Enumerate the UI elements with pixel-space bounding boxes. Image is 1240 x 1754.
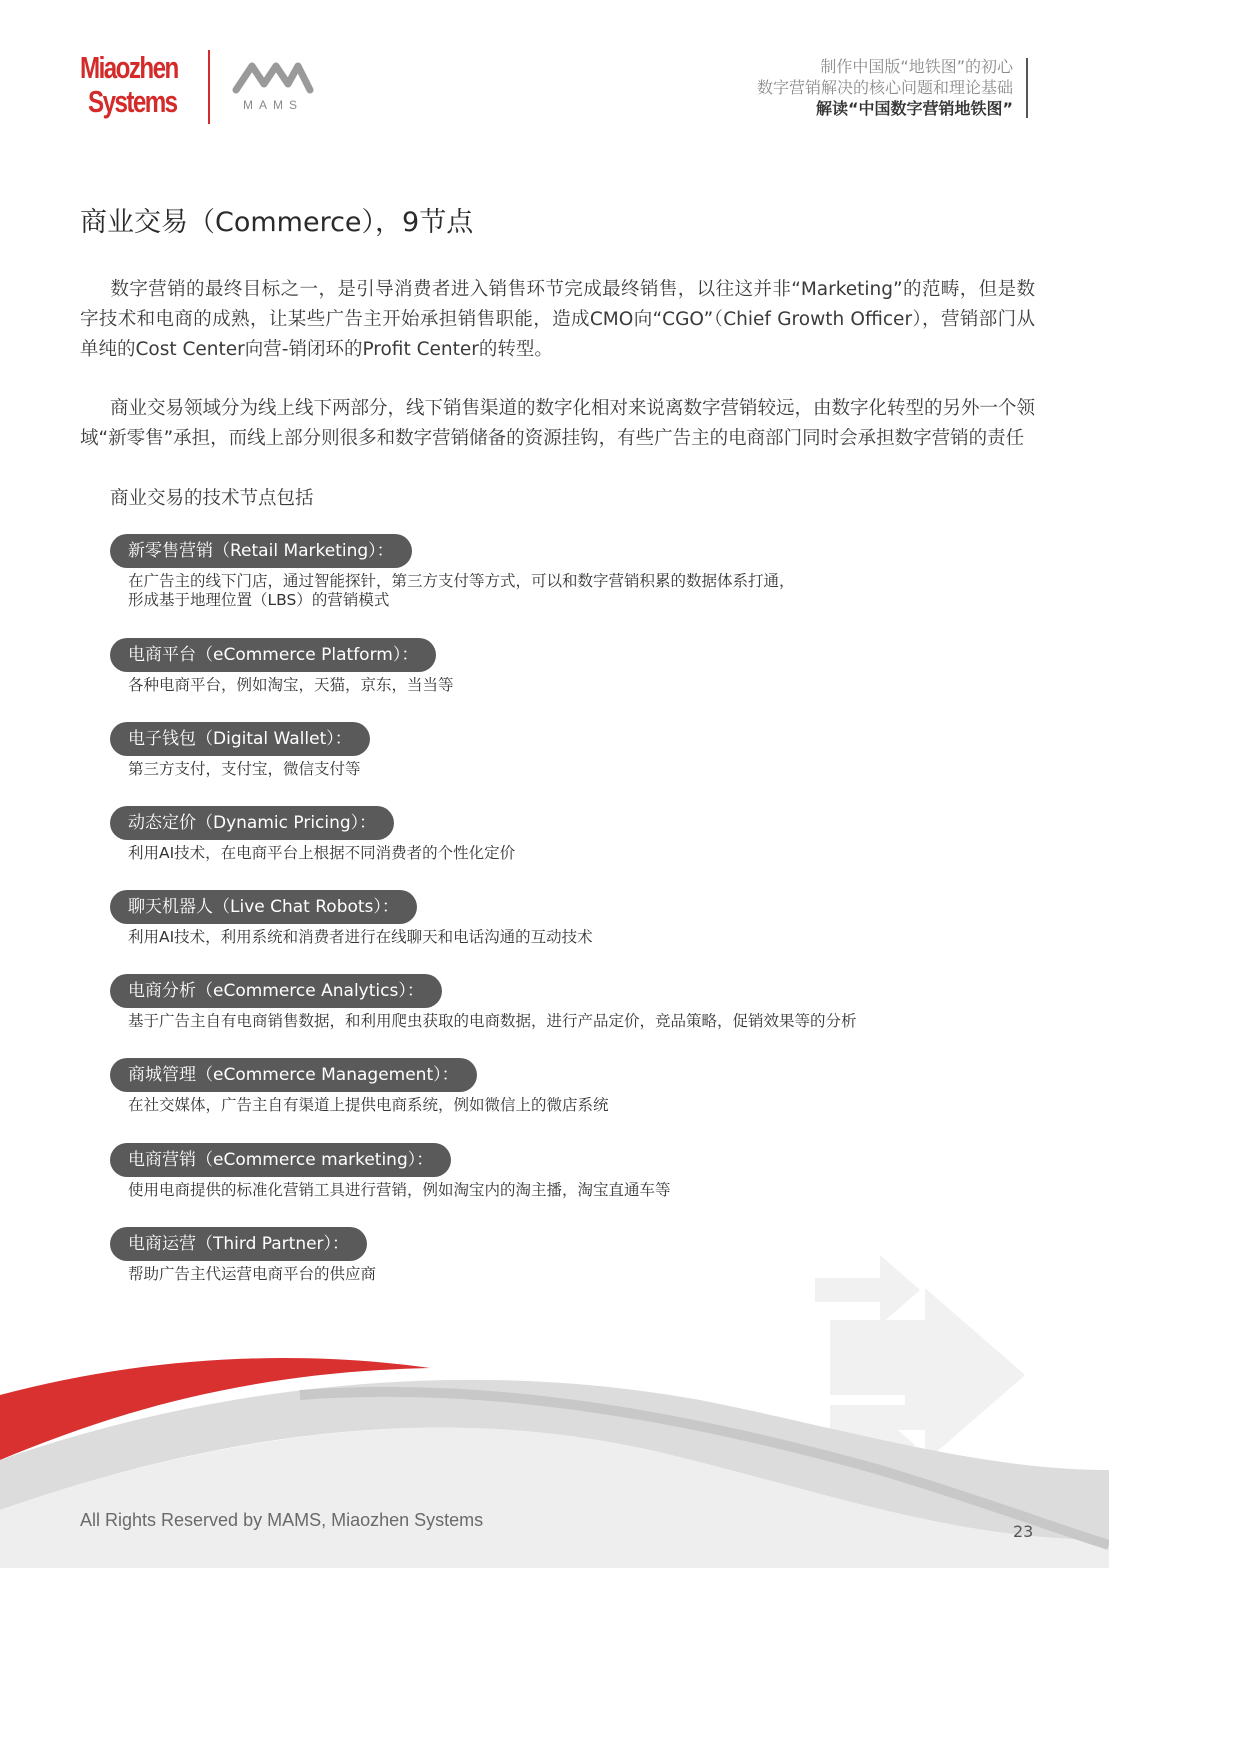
node-desc bbox=[128, 572, 795, 610]
footer-rights: All Rights Reserved by MAMS, Miaozhen Systems bbox=[80, 1510, 484, 1530]
page-title: 商业交易（Commerce），9节点 bbox=[80, 207, 474, 238]
node-label: 电商营销（eCommerce marketing）： bbox=[110, 1143, 451, 1177]
node-ecommerce-management bbox=[110, 1058, 609, 1115]
logo-line2: Systems bbox=[88, 84, 177, 119]
node-desc-line1: 在广告主的线下门店，通过智能探针，第三方支付等方式，可以和数字营销积累的数据体系打通， bbox=[128, 572, 795, 590]
node-label: 电商平台（eCommerce Platform）： bbox=[110, 638, 436, 672]
mams-label: MAMS bbox=[243, 98, 303, 112]
node-label: 商城管理（eCommerce Management）： bbox=[110, 1058, 477, 1092]
node-label: 新零售营销（Retail Marketing）： bbox=[110, 534, 412, 568]
node-third-partner bbox=[110, 1227, 376, 1284]
node-label: 动态定价（Dynamic Pricing）： bbox=[110, 806, 394, 840]
node-digital-wallet bbox=[110, 722, 370, 779]
node-desc: 帮助广告主代运营电商平台的供应商 bbox=[128, 1265, 377, 1283]
paragraph-3-text: 商业交易的技术节点包括 bbox=[110, 488, 314, 509]
header-line3: 解读“中国数字营销地铁图” bbox=[815, 99, 1013, 118]
logo-line1: Miaozhen bbox=[80, 50, 178, 85]
paragraph-intro bbox=[80, 275, 1035, 365]
paragraph-1-text: 数字营销的最终目标之一，是引导消费者进入销售环节完成最终销售，以往这并非“Marketing”的范畴，但是数字技术和电商的成熟，让某些广告主开始承担销售职能，造成CMO向“CGO”（Chief Growth Officer），营销部门从单纯的Cost Center向营-销闭环的Profit Center的转型。 bbox=[80, 279, 1035, 360]
logo-divider bbox=[208, 50, 210, 124]
node-desc: 使用电商提供的标准化营销工具进行营销，例如淘宝内的淘主播，淘宝直通车等 bbox=[128, 1181, 671, 1199]
node-desc-line2: 形成基于地理位置（LBS）的营销模式 bbox=[128, 591, 390, 609]
node-label: 聊天机器人（Live Chat Robots）： bbox=[110, 890, 417, 924]
node-desc: 第三方支付，支付宝，微信支付等 bbox=[128, 760, 361, 778]
paragraph-nodes-intro bbox=[80, 484, 1035, 514]
header-line1: 制作中国版“地铁图”的初心 bbox=[820, 57, 1013, 76]
node-desc: 各种电商平台，例如淘宝，天猫，京东，当当等 bbox=[128, 676, 454, 694]
node-desc: 基于广告主自有电商销售数据，和利用爬虫获取的电商数据，进行产品定价，竞品策略，促销效果等的分析 bbox=[128, 1012, 857, 1030]
page-number: 23 bbox=[1013, 1522, 1034, 1541]
node-ecommerce-analytics bbox=[110, 974, 857, 1031]
node-label: 电子钱包（Digital Wallet）： bbox=[110, 722, 370, 756]
miaozhen-logo bbox=[80, 48, 192, 128]
node-ecommerce-marketing bbox=[110, 1143, 671, 1200]
node-live-chat-robots bbox=[110, 890, 593, 947]
node-desc: 在社交媒体，广告主自有渠道上提供电商系统，例如微信上的微店系统 bbox=[128, 1096, 609, 1114]
node-ecommerce-platform bbox=[110, 638, 454, 695]
node-desc: 利用AI技术，利用系统和消费者进行在线聊天和电话沟通的互动技术 bbox=[128, 928, 593, 946]
mams-logo bbox=[232, 56, 314, 116]
header-subtitle-block bbox=[757, 56, 1013, 119]
node-retail-marketing bbox=[110, 534, 795, 610]
node-label: 电商运营（Third Partner）： bbox=[110, 1227, 367, 1261]
mams-mark-icon bbox=[232, 56, 314, 96]
paragraph-2-text: 商业交易领域分为线上线下两部分，线下销售渠道的数字化相对来说离数字营销较远，由数字化转型的另外一个领域“新零售”承担，而线上部分则很多和数字营销储备的资源挂钩，有些广告主的电商部门同时会承担数字营销的责任 bbox=[80, 398, 1036, 449]
paragraph-online-offline bbox=[80, 394, 1035, 454]
header-line2: 数字营销解决的核心问题和理论基础 bbox=[756, 78, 1013, 97]
node-dynamic-pricing bbox=[110, 806, 515, 863]
node-desc: 利用AI技术，在电商平台上根据不同消费者的个性化定价 bbox=[128, 844, 516, 862]
header-bar bbox=[1026, 58, 1028, 118]
node-label: 电商分析（eCommerce Analytics）： bbox=[110, 974, 442, 1008]
